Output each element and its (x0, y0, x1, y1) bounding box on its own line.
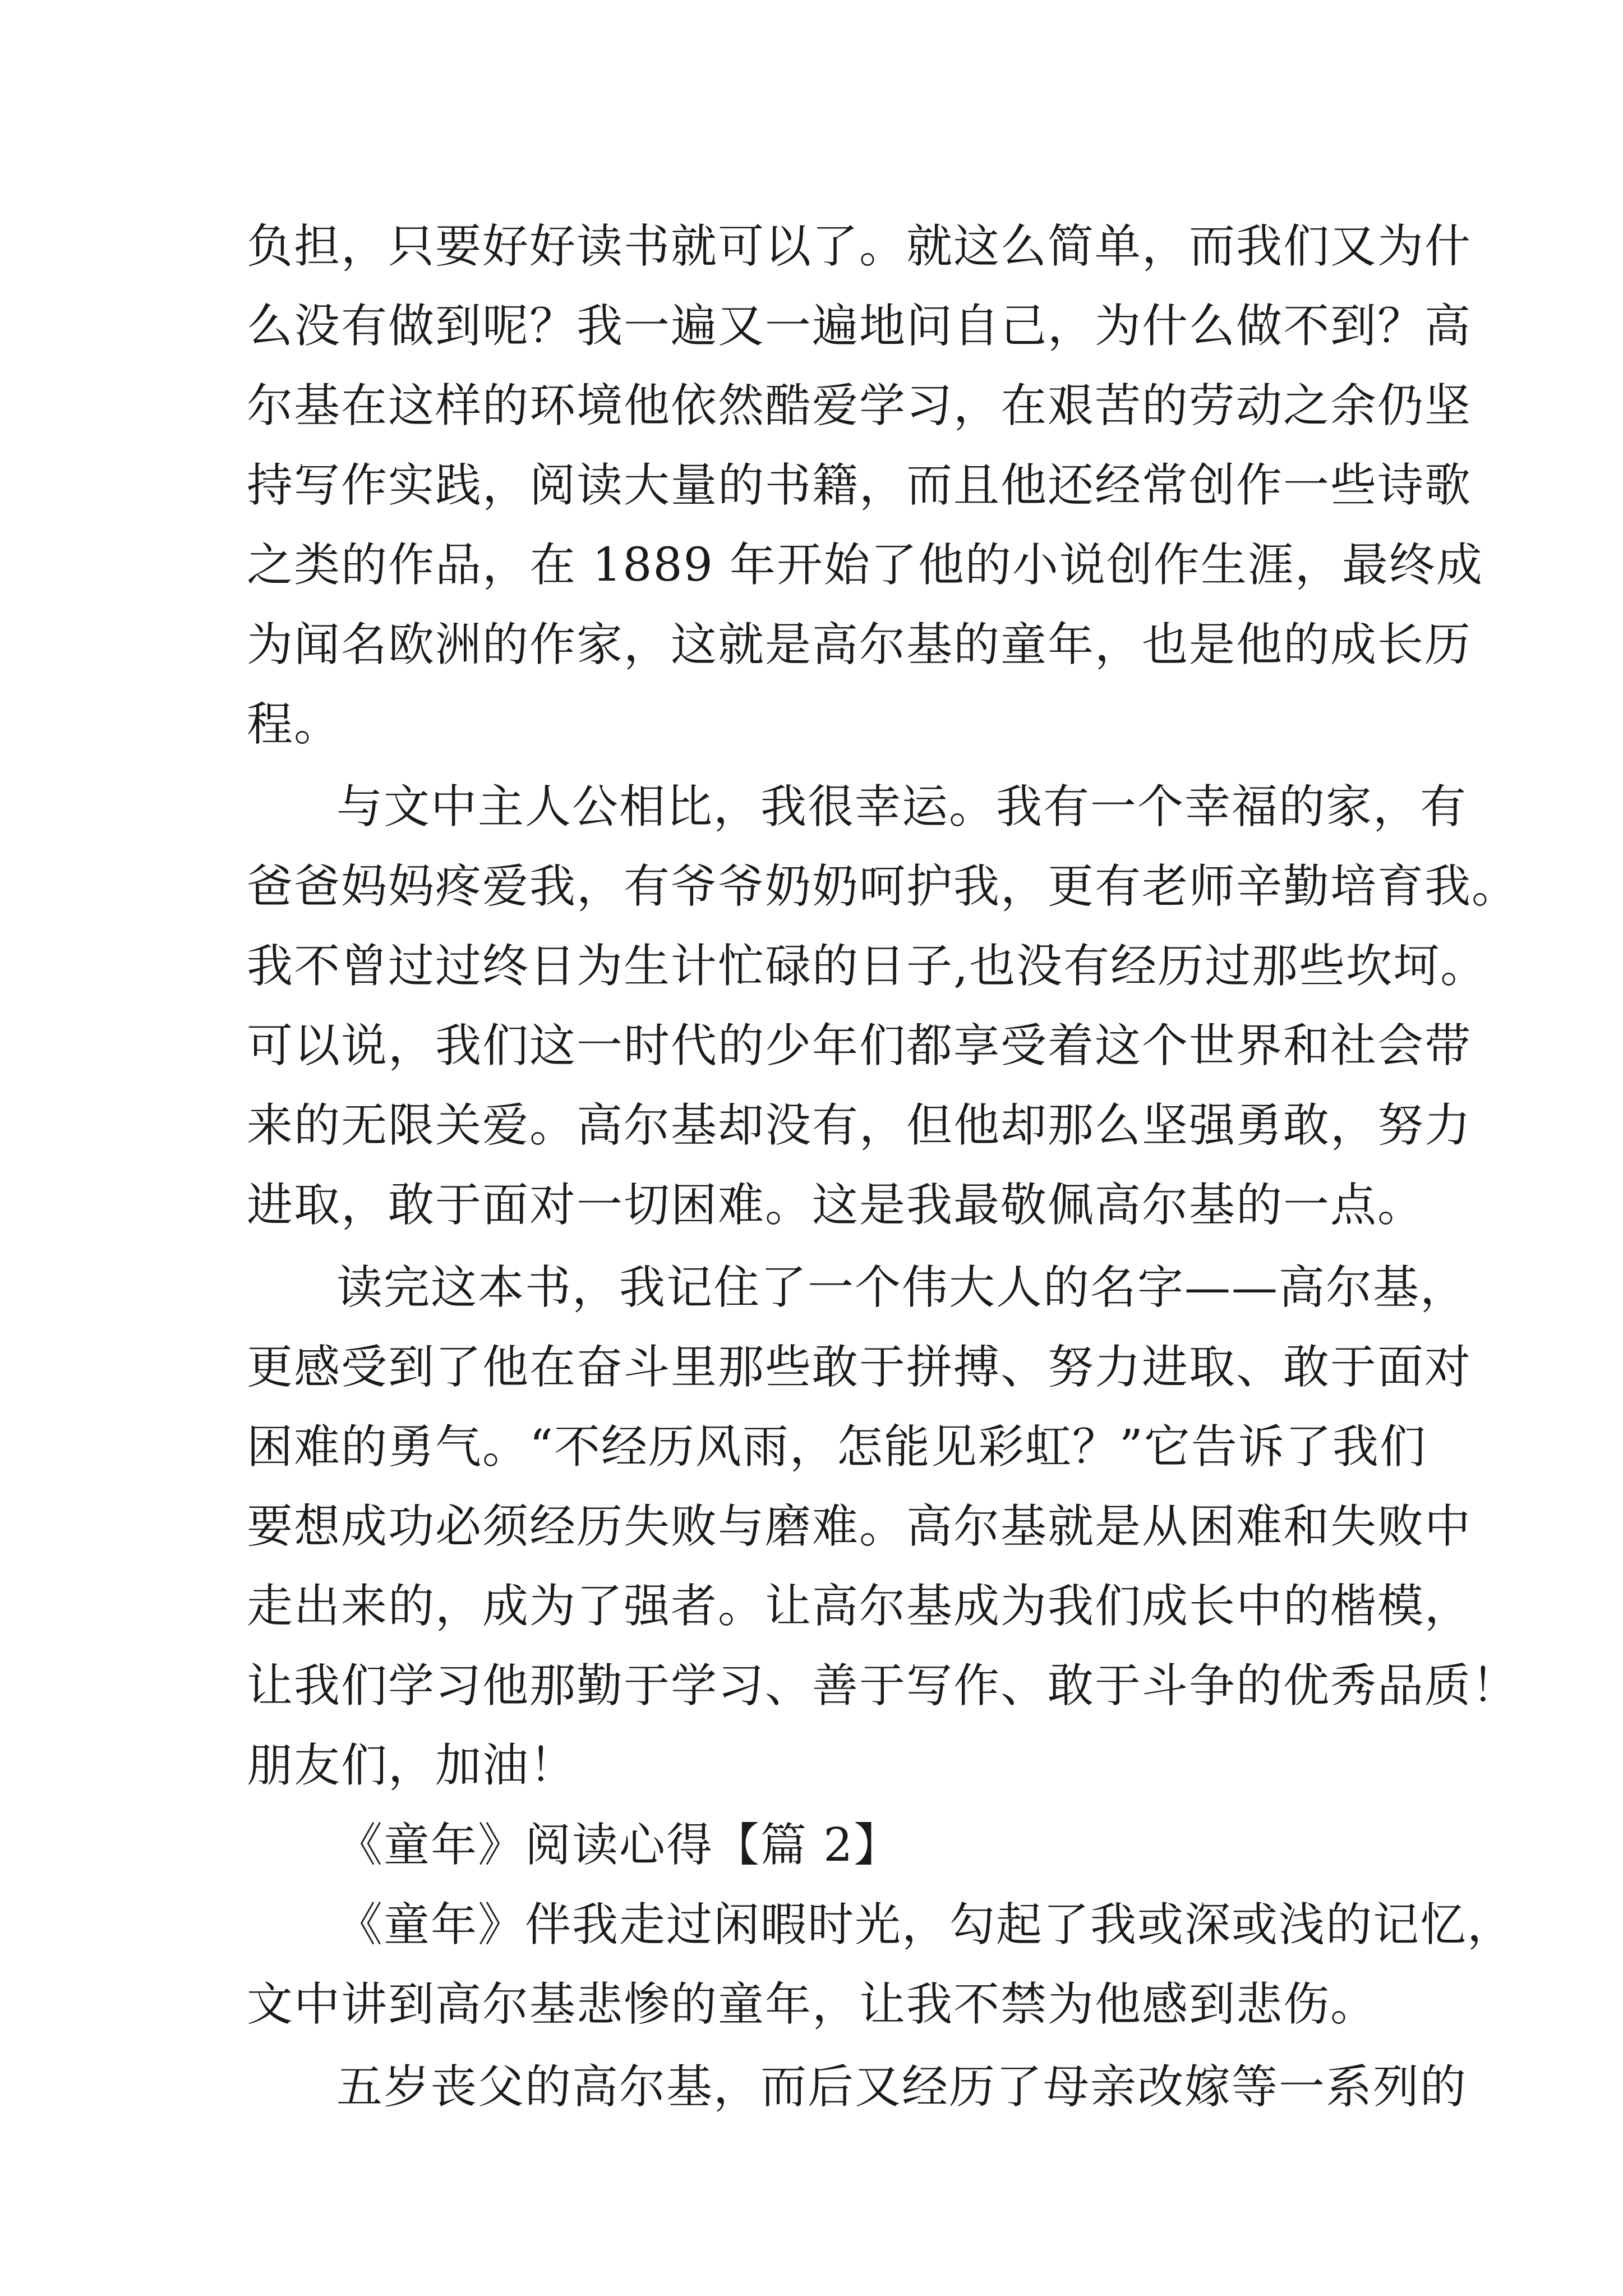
text-line: 进取，敢于面对一切困难。这是我最敬佩高尔基的一点。 (247, 1179, 1425, 1232)
paragraph-start-line: 与文中主人公相比，我很幸运。我有一个幸福的家，有 (336, 780, 1468, 834)
text-line: 之类的作品，在 1889 年开始了他的小说创作生涯，最终成 (247, 539, 1483, 592)
text-line: 走出来的，成为了强者。让高尔基成为我们成长中的楷模， (247, 1580, 1472, 1633)
text-line: 持写作实践，阅读大量的书籍，而且他还经常创作一些诗歌 (247, 459, 1472, 512)
text-line: 尔基在这样的环境他依然酷爱学习，在艰苦的劳动之余仍坚 (247, 379, 1472, 432)
text-line: 文中讲到高尔基悲惨的童年，让我不禁为他感到悲伤。 (247, 1978, 1378, 2031)
text-line: 让我们学习他那勤于学习、善于写作、敢于斗争的优秀品质！ (247, 1659, 1519, 1713)
text-line: 可以说，我们这一时代的少年们都享受着这个世界和社会带 (247, 1019, 1472, 1073)
text-line: 为闻名欧洲的作家，这就是高尔基的童年，也是他的成长历 (247, 618, 1472, 671)
text-line: 要想成功必须经历失败与磨难。高尔基就是从困难和失败中 (247, 1500, 1472, 1553)
text-line: 爸爸妈妈疼爱我，有爷爷奶奶呵护我，更有老师辛勤培育我。 (247, 860, 1519, 913)
section-heading: 《童年》阅读心得【篇 2】 (336, 1819, 901, 1872)
text-line: 么没有做到呢？我一遍又一遍地问自己，为什么做不到？高 (247, 300, 1472, 353)
text-line: 朋友们，加油！ (247, 1739, 577, 1792)
paragraph-start-line: 《童年》伴我走过闲暇时光，勾起了我或深或浅的记忆， (336, 1898, 1515, 1952)
paragraph-start-line: 读完这本书，我记住了一个伟大人的名字——高尔基， (336, 1261, 1468, 1314)
text-line: 负担，只要好好读书就可以了。就这么简单，而我们又为什 (247, 220, 1472, 273)
text-line: 困难的勇气。“不经历风雨，怎能见彩虹？”它告诉了我们 (247, 1420, 1427, 1474)
text-line: 来的无限关爱。高尔基却没有，但他却那么坚强勇敢，努力 (247, 1099, 1472, 1152)
text-line: 程。 (247, 698, 342, 751)
text-line: 更感受到了他在奋斗里那些敢于拼搏、努力进取、敢于面对 (247, 1341, 1472, 1394)
paragraph-start-line: 五岁丧父的高尔基，而后又经历了母亲改嫁等一系列的 (336, 2060, 1468, 2114)
text-line: 我不曾过过终日为生计忙碌的日子,也没有经历过那些坎坷。 (247, 940, 1488, 993)
